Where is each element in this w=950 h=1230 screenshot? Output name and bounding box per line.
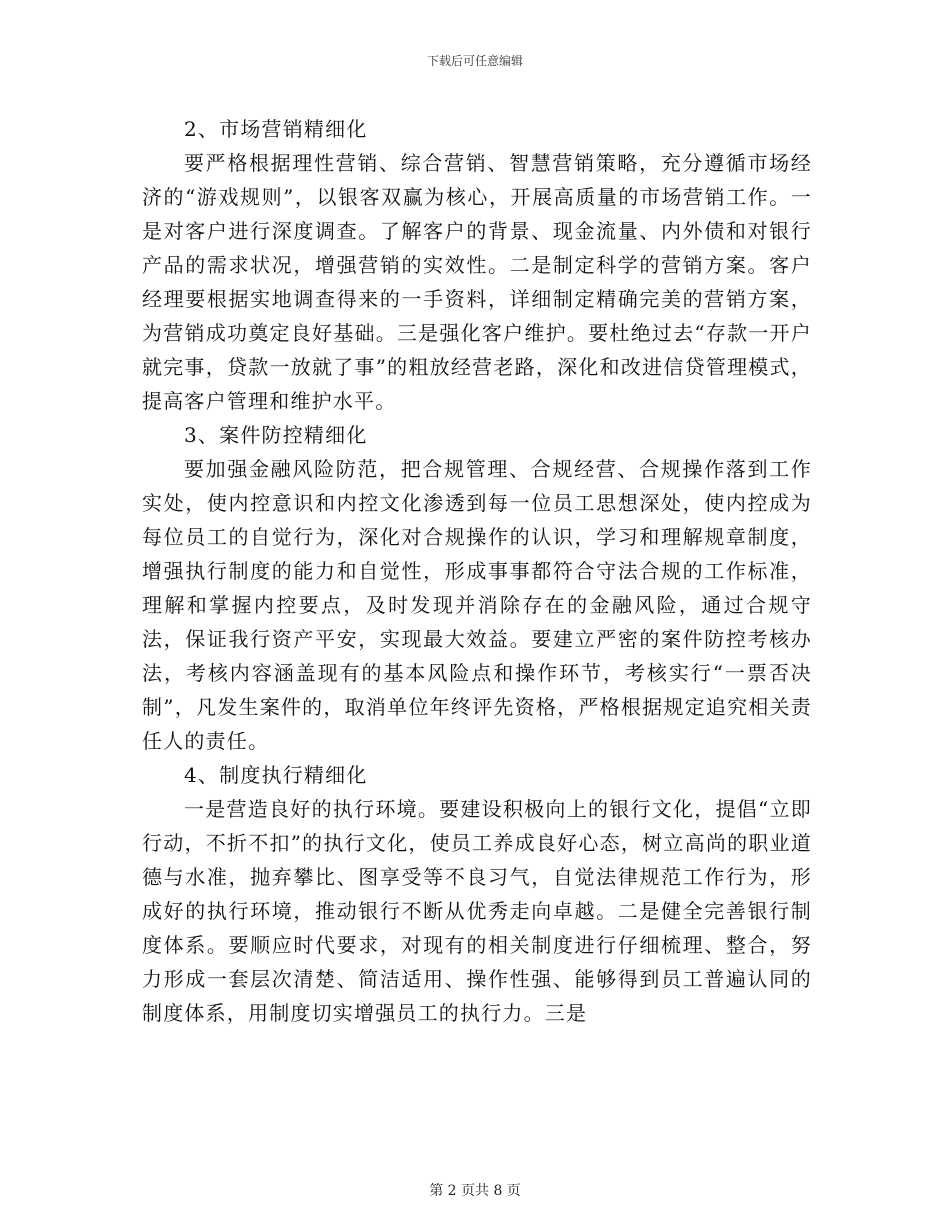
section-heading-system-execution: 4、制度执行精细化 <box>184 763 368 787</box>
section-heading-case-prevention: 3、案件防控精细化 <box>184 423 368 447</box>
section-paragraph-case-prevention: 要加强金融风险防范，把合规管理、合规经营、合规操作落到工作实处，使内控意识和内控文化渗透到每一位员工思想深处，使内控成为每位员工的自觉行为，深化对合规操作的认识，学习和理解规章制度，增强执行制度的能力和自觉性，形成事事都符合守法合规的工作标准，理解和掌握内控要点，及时发现并消除存在的金融风险，通过合规守法，保证我行资产平安，实现最大效益。要建立严密的案件防控考核办法，考核内容涵盖现有的基本风险点和操作环节，考核实行“一票否决制”，凡发生案件的，取消单位年终评先资格，严格根据规定追究相关责任人的责任。 <box>142 457 812 753</box>
document-body <box>142 112 812 1030</box>
section-paragraph-system-execution: 一是营造良好的执行环境。要建设积极向上的银行文化，提倡“立即行动，不折不扣”的执行文化，使员工养成良好心态，树立高尚的职业道德与水准，抛弃攀比、图享受等不良习气，自觉法律规范工作行为，形成好的执行环境，推动银行不断从优秀走向卓越。二是健全完善银行制度体系。要顺应时代要求，对现有的相关制度进行仔细梳理、整合，努力形成一套层次清楚、简洁适用、操作性强、能够得到员工普遍认同的制度体系，用制度切实增强员工的执行力。三是 <box>142 797 812 1025</box>
section-paragraph-marketing: 要严格根据理性营销、综合营销、智慧营销策略，充分遵循市场经济的“游戏规则”，以银客双赢为核心，开展高质量的市场营销工作。一是对客户进行深度调查。了解客户的背景、现金流量、内外债和对银行产品的需求状况，增强营销的实效性。二是制定科学的营销方案。客户经理要根据实地调查得来的一手资料，详细制定精确完美的营销方案，为营销成功奠定良好基础。三是强化客户维护。要杜绝过去“存款一开户就完事，贷款一放就了事”的粗放经营老路，深化和改进信贷管理模式，提高客户管理和维护水平。 <box>142 151 812 413</box>
section-heading-marketing: 2、市场营销精细化 <box>184 117 368 141</box>
page-header: 下载后可任意编辑 <box>426 54 523 68</box>
page-footer: 第 2 页共 8 页 <box>429 1183 521 1199</box>
